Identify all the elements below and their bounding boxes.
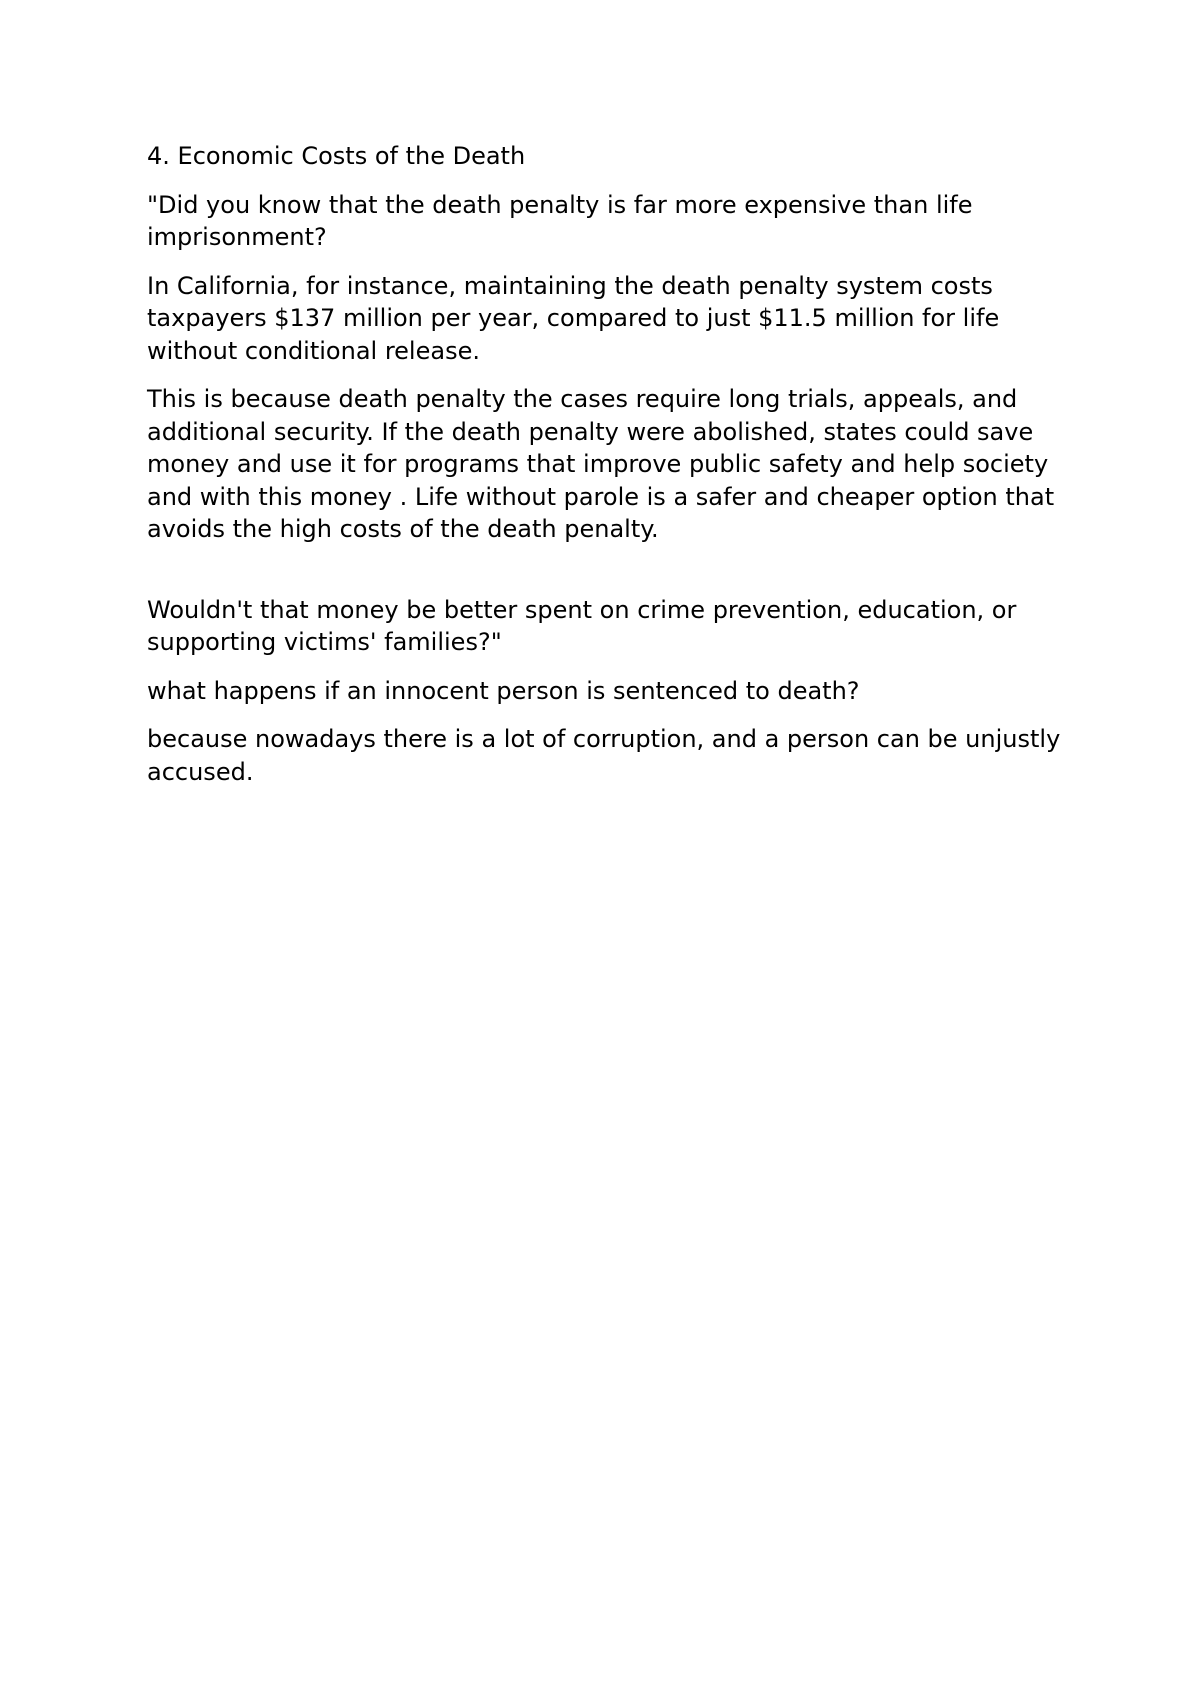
section-heading: 4. Economic Costs of the Death	[147, 142, 526, 170]
paragraph-reasons: This is because death penalty the cases require long trials, appeals, and additional security. If the death penalty were abolished, states could save money and use it for programs that improve public safety and help society and with this money . Life without parole is a safer and cheaper option that avoids the high costs of the death penalty.	[147, 385, 1055, 543]
document-body	[147, 140, 1087, 804]
paragraph-corruption: because nowadays there is a lot of corruption, and a person can be unjustly accused.	[147, 725, 1061, 786]
paragraph-innocent-person: what happens if an innocent person is sentenced to death?	[147, 676, 860, 705]
paragraph-better-spent: Wouldn't that money be better spent on crime prevention, education, or supporting victims' families?"	[147, 595, 1017, 656]
paragraph-question-cost: "Did you know that the death penalty is far more expensive than life imprisonment?	[147, 190, 973, 251]
paragraph-california-costs: In California, for instance, maintaining the death penalty system costs taxpayers $137 million per year, compared to just $11.5 million for life without conditional release.	[147, 271, 1000, 365]
